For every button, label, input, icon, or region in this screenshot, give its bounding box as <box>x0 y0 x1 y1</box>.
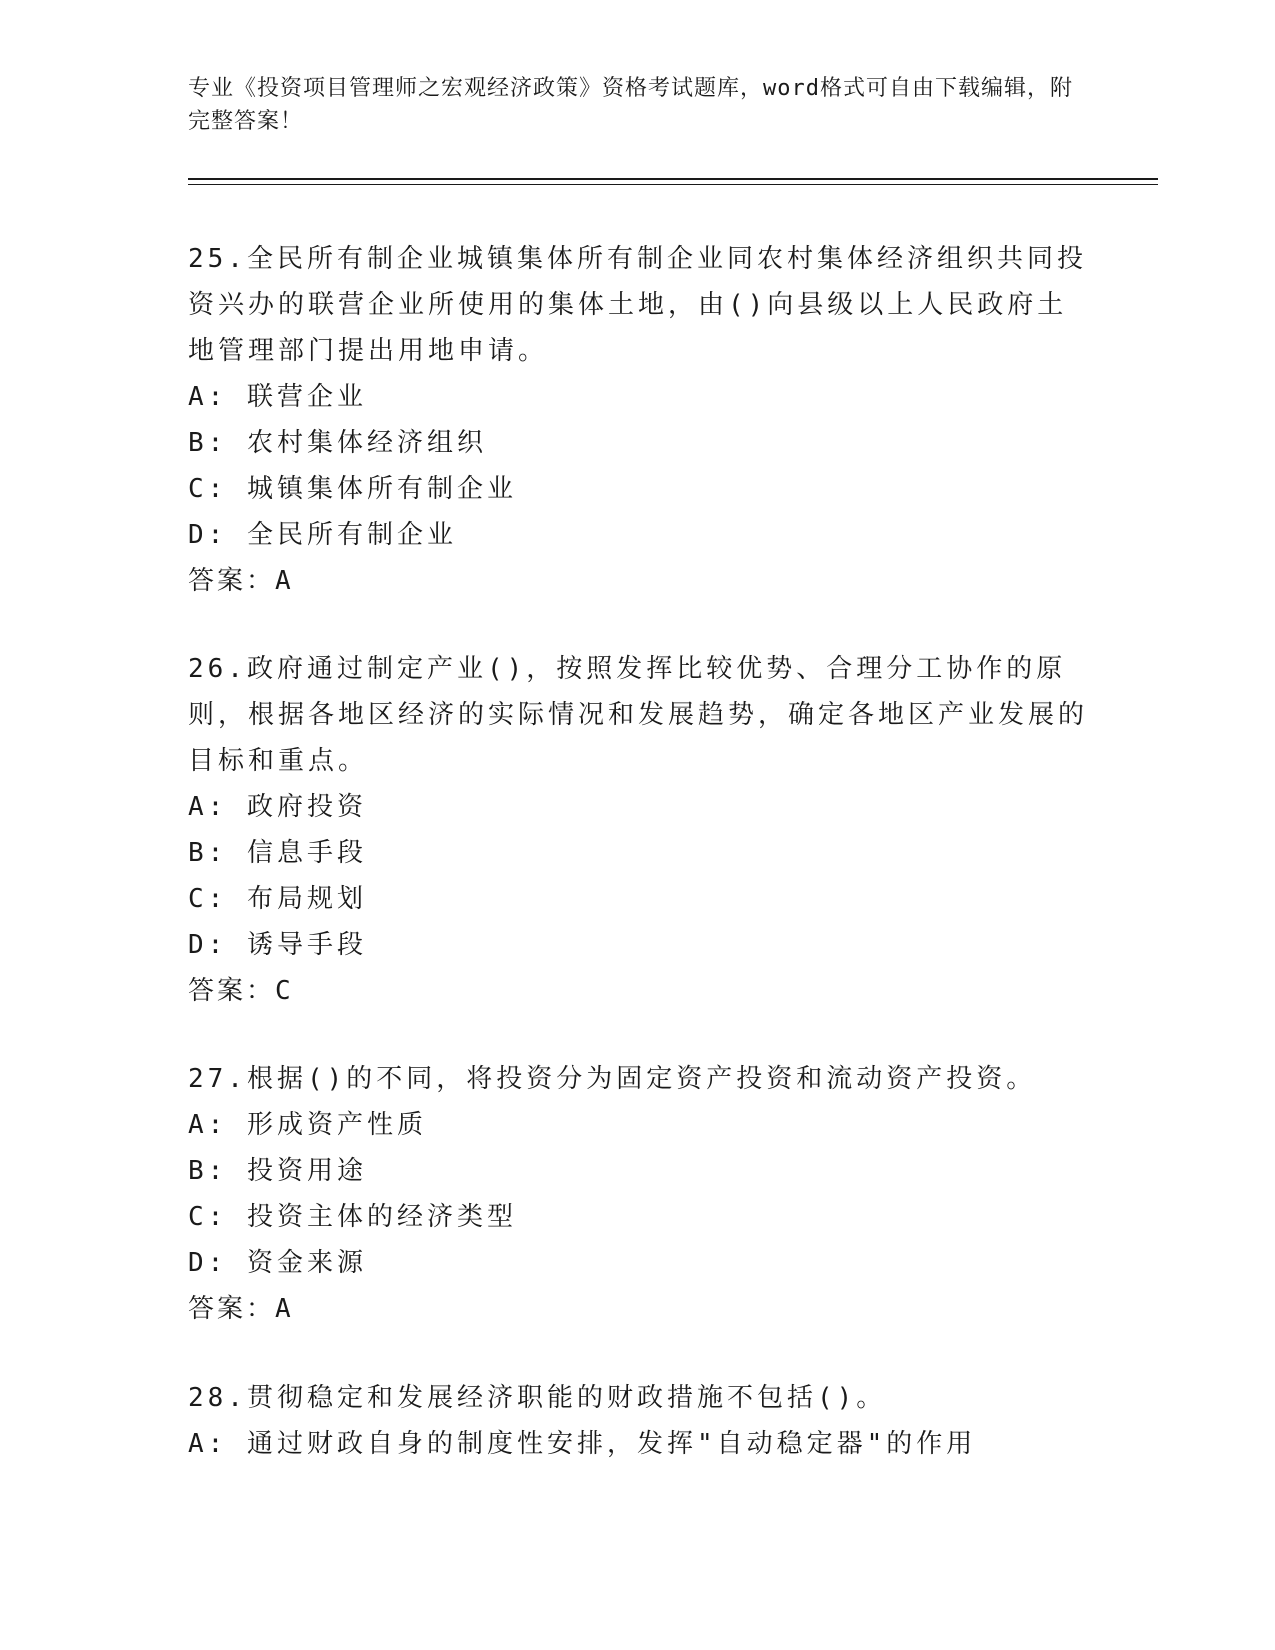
question-25 <box>188 236 1088 604</box>
option-b: B: 投资用途 <box>188 1156 367 1186</box>
option-d: D: 资金来源 <box>188 1248 367 1278</box>
answer: 答案：A <box>188 1294 294 1324</box>
question-stem: 27.根据()的不同，将投资分为固定资产投资和流动资产投资。 <box>188 1064 1037 1094</box>
question-stem: 26.政府通过制定产业()，按照发挥比较优势、合理分工协作的原则，根据各地区经济的实际情况和发展趋势，确定各地区产业发展的目标和重点。 <box>188 654 1089 776</box>
option-d: D: 全民所有制企业 <box>188 520 457 550</box>
option-c: C: 投资主体的经济类型 <box>188 1202 517 1232</box>
option-c: C: 布局规划 <box>188 884 367 914</box>
question-26 <box>188 646 1088 1014</box>
option-c: C: 城镇集体所有制企业 <box>188 474 517 504</box>
option-a: A: 联营企业 <box>188 382 367 412</box>
option-a: A: 政府投资 <box>188 792 367 822</box>
option-b: B: 信息手段 <box>188 838 367 868</box>
question-27 <box>188 1056 1088 1332</box>
option-a: A: 通过财政自身的制度性安排，发挥"自动稳定器"的作用 <box>188 1429 977 1459</box>
header-divider <box>188 178 1158 185</box>
answer: 答案：A <box>188 566 294 596</box>
option-d: D: 诱导手段 <box>188 930 367 960</box>
option-a: A: 形成资产性质 <box>188 1110 427 1140</box>
option-b: B: 农村集体经济组织 <box>188 428 487 458</box>
page-header: 专业《投资项目管理师之宏观经济政策》资格考试题库，word格式可自由下载编辑，附完整答案！ <box>188 76 1073 134</box>
question-28 <box>188 1375 1088 1467</box>
answer: 答案：C <box>188 976 294 1006</box>
question-stem: 28.贯彻稳定和发展经济职能的财政措施不包括()。 <box>188 1383 887 1413</box>
question-stem: 25.全民所有制企业城镇集体所有制企业同农村集体经济组织共同投资兴办的联营企业所使用的集体土地，由()向县级以上人民政府土地管理部门提出用地申请。 <box>188 244 1087 366</box>
